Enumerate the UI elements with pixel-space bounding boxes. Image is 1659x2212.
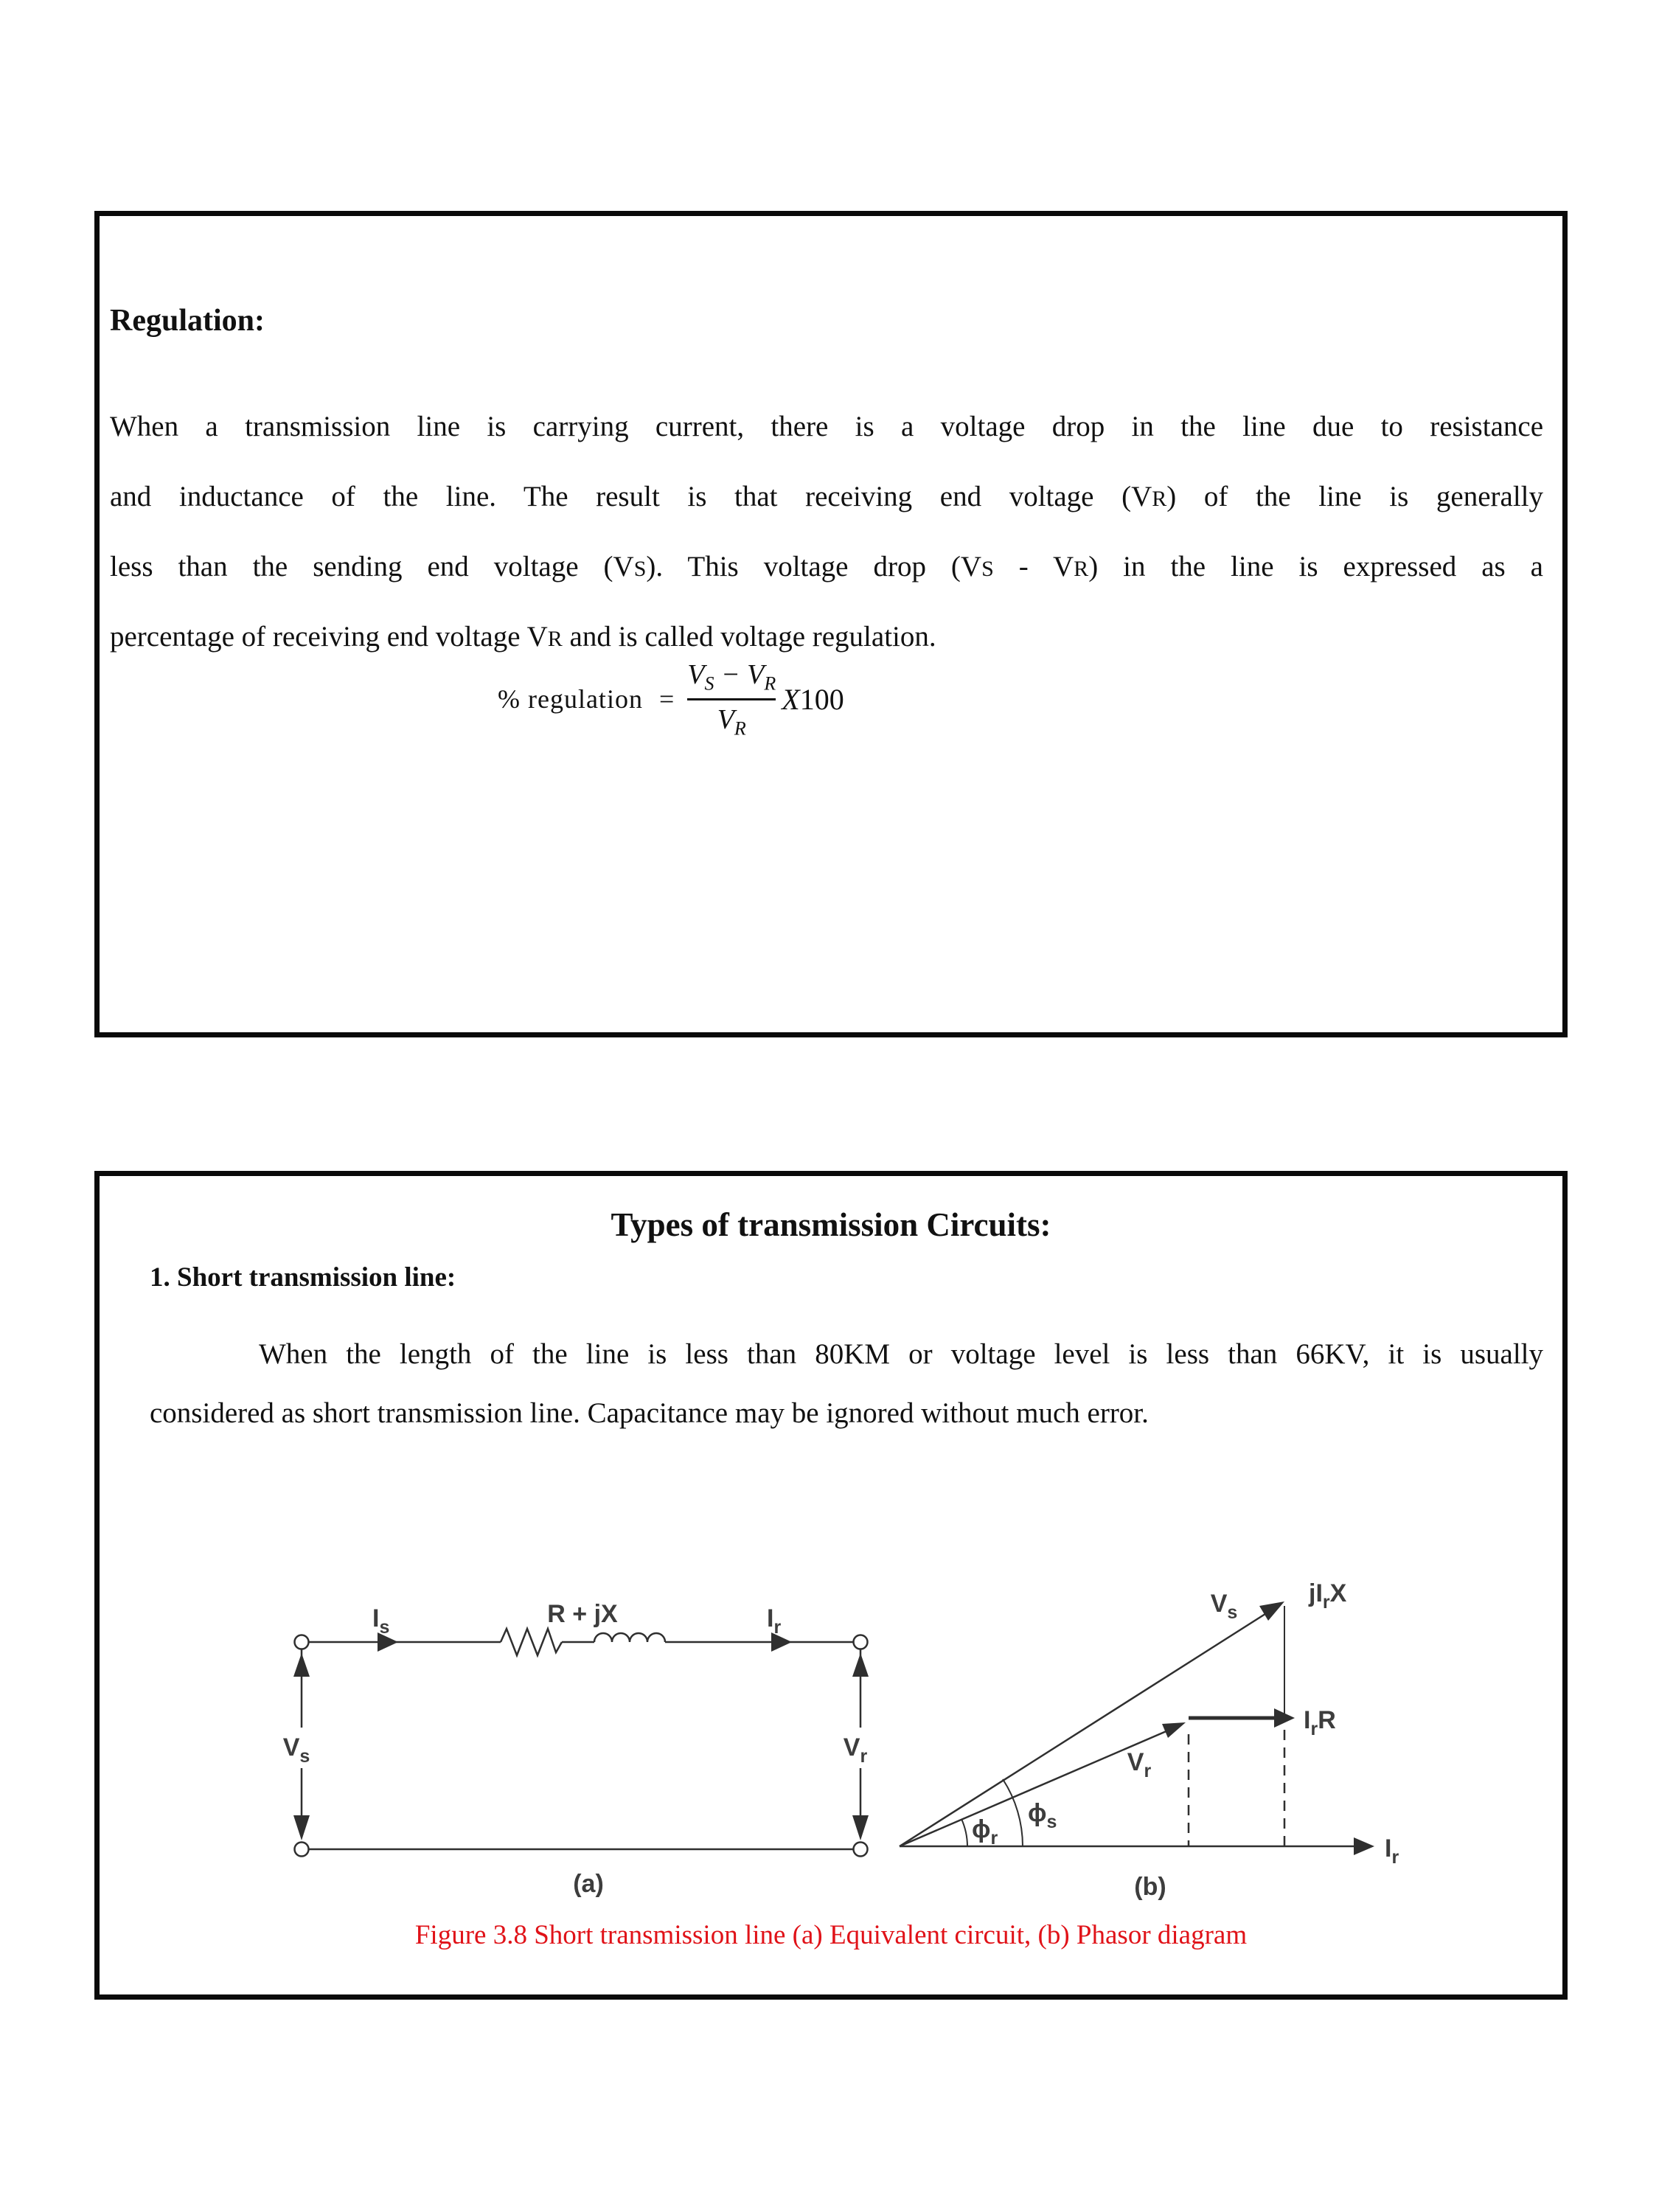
phi-s-label: $\phi_s$ [1028, 1799, 1057, 1832]
phasor-diagram [900, 1579, 1399, 1901]
vr-arrowhead [1162, 1722, 1186, 1738]
sublabel-a: (a) [573, 1870, 604, 1898]
figure-caption: Figure 3.8 Short transmission line (a) Equivalent circuit, (b) Phasor diagram [414, 1920, 1248, 1950]
phi-r-arc [961, 1819, 967, 1846]
paragraph-line: When a transmission line is carrying current, there is a voltage drop in the line due to resistance [110, 411, 1543, 442]
figure-3-8 [243, 1551, 1430, 1905]
equals-sign: = [658, 684, 675, 714]
terminal-bottom-right [854, 1843, 868, 1857]
jirx-label: $jI_rX$ [1309, 1579, 1347, 1613]
is-label: $I_s$ [372, 1604, 390, 1638]
regulation-box [94, 211, 1568, 1037]
phasor-vs-label: $V_s$ [1210, 1590, 1238, 1623]
vs-label: $V_s$ [282, 1733, 310, 1767]
short-line-paragraph [150, 1325, 1543, 1443]
formula-fraction [687, 658, 776, 740]
paragraph-line: percentage of receiving end voltage VR and is called voltage regulation. [110, 621, 936, 653]
fraction-denominator: $V_R$ [717, 703, 746, 740]
regulation-heading: Regulation: [110, 304, 265, 338]
ir-label: $I_r$ [767, 1604, 782, 1638]
sublabel-b: (b) [1134, 1873, 1166, 1901]
inductor-symbol [594, 1633, 665, 1642]
paragraph-line: When the length of the line is less than 80KM or voltage level is less than 66KV, it is usually [259, 1338, 1543, 1370]
vr-label: $V_r$ [843, 1733, 868, 1767]
paragraph-line: and inductance of the line. The result is that receiving end voltage (VR) of the line is generally [110, 481, 1544, 512]
vs-down-arrow [293, 1815, 310, 1840]
section-title: Types of transmission Circuits: [611, 1206, 1051, 1243]
formula-multiplier: X100 [782, 682, 844, 716]
phasor-vr-label: $V_r$ [1127, 1748, 1152, 1781]
vs-vector [900, 1613, 1267, 1846]
regulation-paragraph [110, 392, 1543, 672]
impedance-label: R + jX [547, 1600, 618, 1628]
terminal-bottom-left [295, 1843, 309, 1857]
terminal-top-left [295, 1635, 309, 1649]
resistor-symbol [501, 1629, 562, 1655]
phi-r-label: $\phi_r$ [972, 1815, 998, 1848]
phasor-ir-label: $I_r$ [1385, 1834, 1399, 1868]
vr-down-arrow [852, 1815, 869, 1840]
vs-arrowhead [1259, 1601, 1284, 1621]
vs-up-arrow [293, 1653, 310, 1677]
ir-axis-arrowhead [1354, 1837, 1374, 1855]
terminal-top-right [854, 1635, 868, 1649]
short-line-subheading: 1. Short transmission line: [150, 1262, 456, 1293]
paragraph-line: less than the sending end voltage (VS). This voltage drop (VS - VR) in the line is expressed as a [110, 551, 1543, 582]
equivalent-circuit [283, 1600, 869, 1898]
formula-lhs: % regulation [498, 684, 643, 714]
irr-label: $I_rR$ [1304, 1706, 1336, 1739]
phi-s-arc [1003, 1779, 1023, 1846]
transmission-types-box [94, 1171, 1568, 2000]
fraction-numerator: $V_S - V_R$ [687, 659, 776, 695]
fraction-bar [687, 698, 776, 700]
paragraph-line: considered as short transmission line. Capacitance may be ignored without much error. [150, 1397, 1149, 1429]
regulation-formula [498, 658, 844, 740]
vr-up-arrow [852, 1653, 869, 1677]
